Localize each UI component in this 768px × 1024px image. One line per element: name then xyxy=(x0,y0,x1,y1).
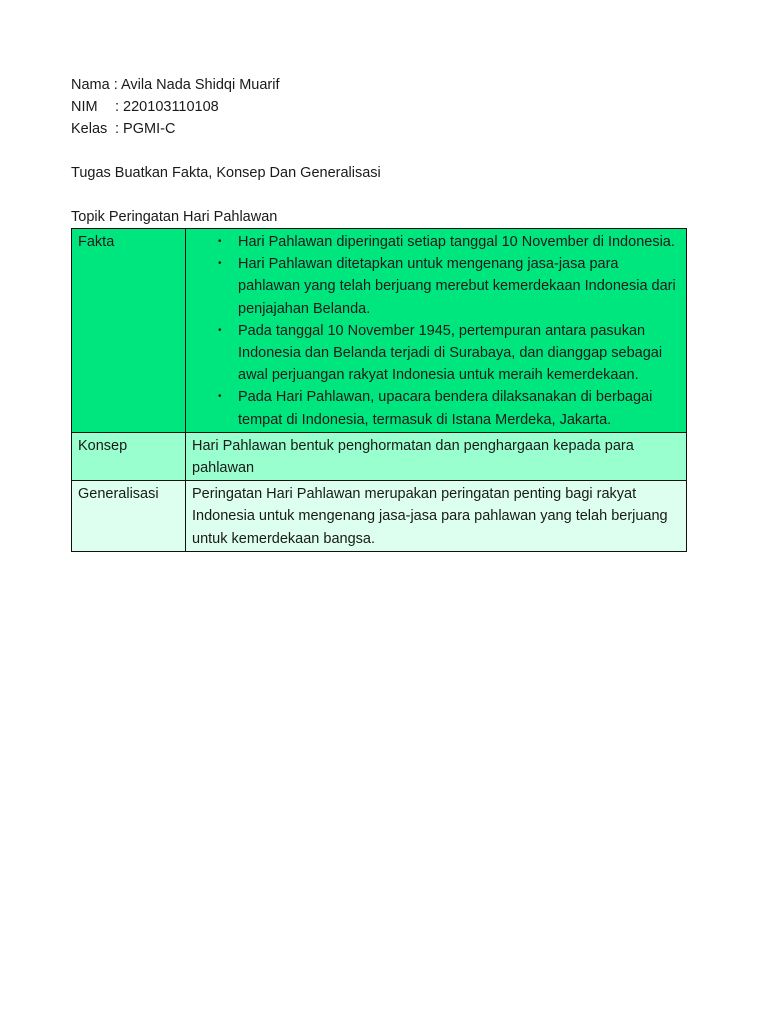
bullet-icon: • xyxy=(218,324,222,336)
konsep-label-cell: Konsep xyxy=(72,432,186,480)
class-label: Kelas xyxy=(71,121,108,137)
table-row-konsep xyxy=(72,432,687,480)
nim-value: : 220103110108 xyxy=(115,99,219,115)
list-item xyxy=(218,320,680,387)
fact-text: Hari Pahlawan ditetapkan untuk mengenang jasa-jasa para pahlawan yang telah berjuang merebut kemerdekaan Indonesia dari penjajahan Belanda. xyxy=(238,256,676,317)
topic-title: Topik Peringatan Hari Pahlawan xyxy=(71,209,278,225)
name-line xyxy=(71,74,280,96)
bullet-icon: • xyxy=(218,236,222,247)
bullet-icon: • xyxy=(218,258,222,270)
konsep-content-cell: Hari Pahlawan bentuk penghormatan dan penghargaan kepada para pahlawan xyxy=(186,432,687,480)
generalisasi-content-cell: Peringatan Hari Pahlawan merupakan peringatan penting bagi rakyat Indonesia untuk mengenang jasa-jasa para pahlawan yang telah berjuang untuk kemerdekaan bangsa. xyxy=(186,481,687,552)
fact-list xyxy=(192,231,680,431)
nim-line xyxy=(71,96,219,118)
generalisasi-label-cell: Generalisasi xyxy=(72,481,186,552)
list-item xyxy=(218,253,680,320)
class-value: : PGMI-C xyxy=(115,121,176,137)
table-row-generalisasi xyxy=(72,481,687,552)
name-value: : Avila Nada Shidqi Muarif xyxy=(113,77,280,93)
fact-text: Hari Pahlawan diperingati setiap tanggal 10 November di Indonesia. xyxy=(238,234,675,250)
fact-concept-table xyxy=(71,228,687,552)
nim-label: NIM xyxy=(71,99,98,115)
fakta-content-cell xyxy=(186,229,687,433)
task-title: Tugas Buatkan Fakta, Konsep Dan Generalisasi xyxy=(71,165,381,181)
name-label: Nama xyxy=(71,77,110,93)
list-item xyxy=(218,231,680,253)
fact-text: Pada Hari Pahlawan, upacara bendera dilaksanakan di berbagai tempat di Indonesia, termasuk di Istana Merdeka, Jakarta. xyxy=(238,389,653,428)
fact-text: Pada tanggal 10 November 1945, pertempuran antara pasukan Indonesia dan Belanda terjadi di Surabaya, dan dianggap sebagai awal perjuangan rakyat Indonesia untuk meraih kemerdekaan. xyxy=(238,322,663,384)
bullet-icon: • xyxy=(218,391,222,403)
fakta-label-cell: Fakta xyxy=(72,229,186,433)
list-item xyxy=(218,386,680,430)
class-line xyxy=(71,118,175,140)
table-row-fakta xyxy=(72,229,687,433)
